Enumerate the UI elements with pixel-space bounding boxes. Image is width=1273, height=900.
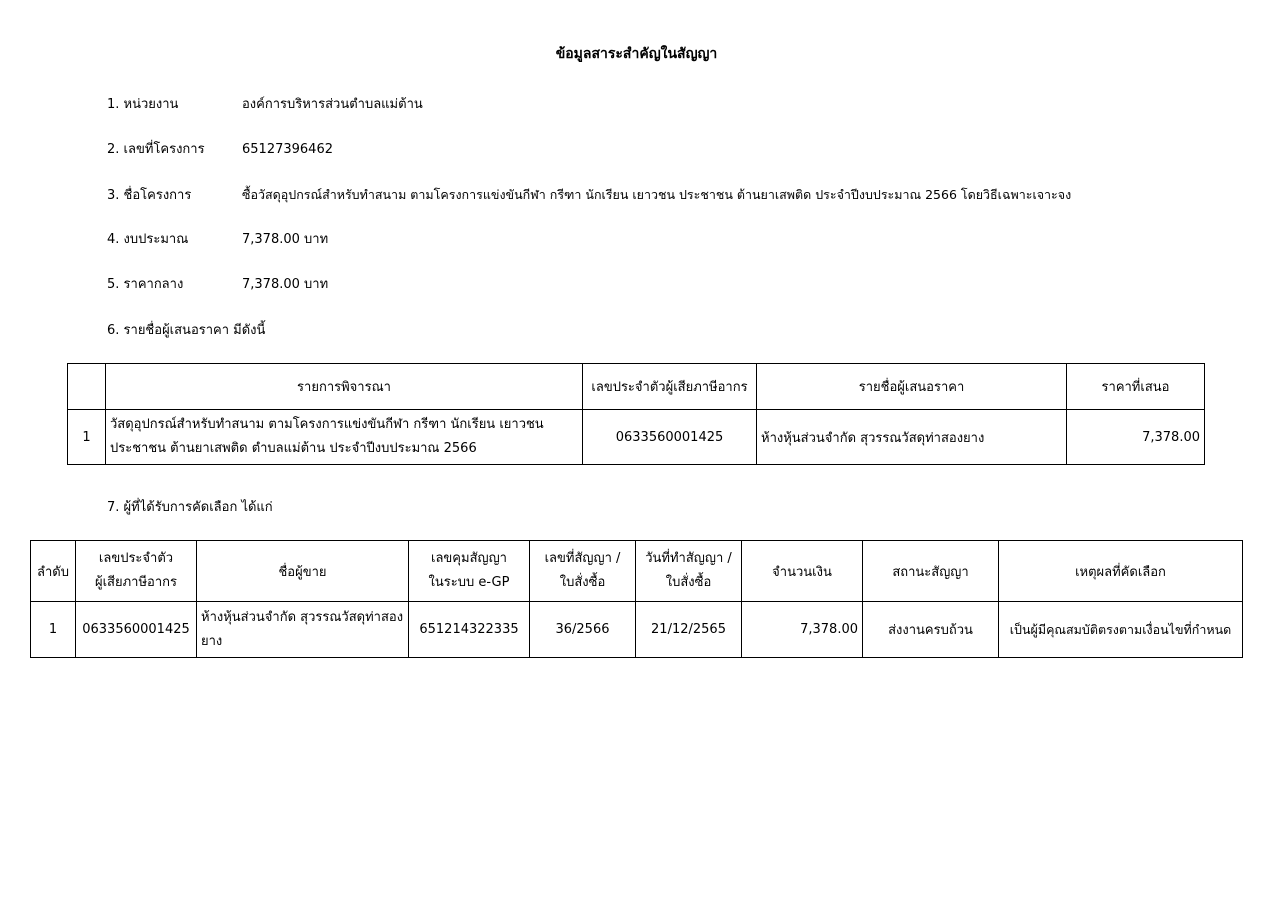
bidder-name: ห้างหุ้นส่วนจำกัด สุวรรณวัสดุท่าสองยาง xyxy=(757,410,1067,465)
column-header: รายชื่อผู้เสนอราคา xyxy=(757,364,1067,410)
header-line: เลขประจำตัว xyxy=(98,551,174,566)
offered-price: 7,378.00 xyxy=(1067,410,1205,465)
contract-date: 21/12/2565 xyxy=(636,602,742,658)
seller-name-line: ยาง xyxy=(201,633,223,649)
info-label: 2. เลขที่โครงการ xyxy=(107,142,205,157)
column-header: ราคาที่เสนอ xyxy=(1067,364,1205,410)
column-header: เลขประจำตัวผู้เสียภาษีอากร xyxy=(583,364,757,410)
info-row-budget xyxy=(107,229,328,251)
info-row-median-price xyxy=(107,274,328,296)
info-value: 7,378.00 บาท xyxy=(242,232,329,247)
seller-name-line: ห้างหุ้นส่วนจำกัด สุวรรณวัสดุท่าสอง xyxy=(201,609,404,625)
column-header-contract-date xyxy=(636,541,742,602)
header-line: ใบสั่งซื้อ xyxy=(665,575,712,590)
row-number: 1 xyxy=(31,602,76,658)
header-line: ชื่อผู้ขาย xyxy=(278,564,327,580)
item-description-line: ประชาชน ต้านยาเสพติด ตำบลแม่ต้าน ประจำปีงบประมาณ 2566 xyxy=(110,441,477,456)
info-row-project-name xyxy=(107,184,1071,206)
column-header xyxy=(68,364,106,410)
contract-amount: 7,378.00 xyxy=(742,602,863,658)
column-header-status xyxy=(863,541,999,602)
winners-table xyxy=(30,540,1243,658)
header-line: เหตุผลที่คัดเลือก xyxy=(1075,564,1166,580)
contract-status: ส่งงานครบถ้วน xyxy=(863,602,999,658)
table-header-row xyxy=(31,541,1243,602)
info-row-agency xyxy=(107,94,423,116)
bidders-table xyxy=(67,363,1205,465)
egp-number: 651214322335 xyxy=(409,602,530,658)
contract-number: 36/2566 xyxy=(530,602,636,658)
info-value: องค์การบริหารส่วนตำบลแม่ต้าน xyxy=(242,97,423,112)
selection-reason: เป็นผู้มีคุณสมบัติตรงตามเงื่อนไขที่กำหนด xyxy=(999,602,1243,658)
info-label: 3. ชื่อโครงการ xyxy=(107,188,192,203)
column-header-tax-id xyxy=(76,541,197,602)
info-value: 65127396462 xyxy=(242,142,333,157)
header-line: เลขที่สัญญา / xyxy=(544,551,621,566)
column-header-reason xyxy=(999,541,1243,602)
row-number: 1 xyxy=(68,410,106,465)
item-description-line: วัสดุอุปกรณ์สำหรับทำสนาม ตามโครงการแข่งขันกีฬา กรีฑา นักเรียน เยาวชน xyxy=(110,417,544,432)
column-header: รายการพิจารณา xyxy=(106,364,583,410)
column-header-egp-number xyxy=(409,541,530,602)
header-line: วันที่ทำสัญญา / xyxy=(645,551,732,566)
table-row xyxy=(68,410,1205,465)
header-line: จำนวนเงิน xyxy=(772,564,832,580)
info-value: 7,378.00 บาท xyxy=(242,277,329,292)
header-line: ลำดับ xyxy=(37,564,69,580)
bidders-heading: 6. รายชื่อผู้เสนอราคา มีดังนี้ xyxy=(107,323,266,338)
info-row-project-number xyxy=(107,139,333,161)
tax-id: 0633560001425 xyxy=(76,602,197,658)
column-header-seller xyxy=(197,541,409,602)
info-label: 1. หน่วยงาน xyxy=(107,97,179,112)
seller-name-cell xyxy=(197,602,409,658)
header-line: ผู้เสียภาษีอากร xyxy=(94,575,177,590)
tax-id: 0633560001425 xyxy=(583,410,757,465)
header-line: สถานะสัญญา xyxy=(892,564,969,580)
header-line: เลขคุมสัญญา xyxy=(431,551,507,566)
table-row xyxy=(31,602,1243,658)
column-header-order xyxy=(31,541,76,602)
item-description-cell xyxy=(106,410,583,465)
document-title: ข้อมูลสาระสำคัญในสัญญา xyxy=(555,46,718,62)
info-label: 4. งบประมาณ xyxy=(107,232,189,247)
table-header-row xyxy=(68,364,1205,410)
header-line: ในระบบ e-GP xyxy=(428,575,510,590)
info-value: ซื้อวัสดุอุปกรณ์สำหรับทำสนาม ตามโครงการแข่งขันกีฬา กรีฑา นักเรียน เยาวชน ประชาชน ต้านยาเสพติด ประจำปีงบประมาณ 2566 โดยวิธีเฉพาะเจาะจง xyxy=(242,187,1072,202)
column-header-contract-number xyxy=(530,541,636,602)
info-label: 5. ราคากลาง xyxy=(107,277,184,292)
winners-heading: 7. ผู้ที่ได้รับการคัดเลือก ได้แก่ xyxy=(107,500,273,515)
column-header-amount xyxy=(742,541,863,602)
header-line: ใบสั่งซื้อ xyxy=(559,575,606,590)
